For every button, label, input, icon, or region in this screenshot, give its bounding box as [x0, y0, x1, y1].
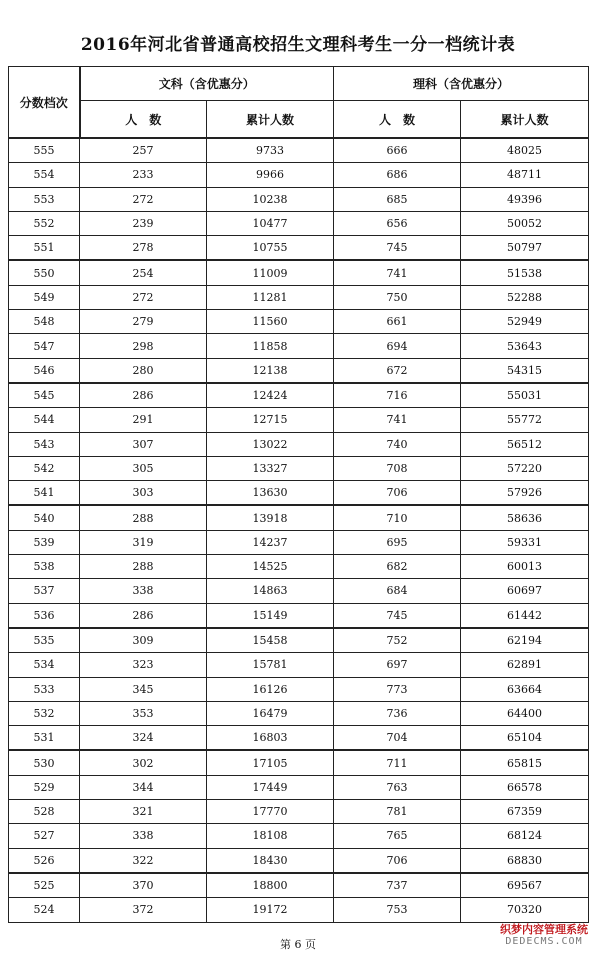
table-row [9, 138, 589, 163]
arts-count-cell: 319 [80, 530, 207, 554]
table-row [9, 628, 589, 653]
table-row [9, 456, 589, 480]
score-cell: 550 [9, 260, 80, 285]
table-row [9, 383, 589, 408]
arts-cumulative-header: 累计人数 [207, 101, 334, 139]
arts-count-cell: 338 [80, 579, 207, 603]
science-count-cell: 694 [334, 334, 461, 358]
science-cumulative-cell: 60013 [461, 555, 589, 579]
table-row [9, 530, 589, 554]
arts-cumulative-cell: 19172 [207, 898, 334, 922]
science-count-cell: 666 [334, 138, 461, 163]
score-cell: 528 [9, 800, 80, 824]
science-count-cell: 763 [334, 775, 461, 799]
score-cell: 543 [9, 432, 80, 456]
table-row [9, 677, 589, 701]
science-count-cell: 745 [334, 236, 461, 261]
science-count-cell: 781 [334, 800, 461, 824]
arts-cumulative-cell: 11009 [207, 260, 334, 285]
table-row [9, 187, 589, 211]
page-title: 2016年河北省普通高校招生文理科考生一分一档统计表 [80, 35, 516, 55]
science-cumulative-cell: 64400 [461, 701, 589, 725]
score-cell: 539 [9, 530, 80, 554]
science-cumulative-cell: 55772 [461, 408, 589, 432]
science-count-cell: 741 [334, 408, 461, 432]
science-cumulative-cell: 63664 [461, 677, 589, 701]
science-cumulative-header: 累计人数 [461, 101, 589, 139]
arts-count-cell: 323 [80, 653, 207, 677]
arts-count-cell: 239 [80, 211, 207, 235]
score-cell: 541 [9, 481, 80, 506]
arts-cumulative-cell: 14863 [207, 579, 334, 603]
arts-cumulative-cell: 16803 [207, 726, 334, 751]
science-count-cell: 736 [334, 701, 461, 725]
arts-count-cell: 286 [80, 383, 207, 408]
science-count-cell: 695 [334, 530, 461, 554]
table-row [9, 211, 589, 235]
science-count-cell: 773 [334, 677, 461, 701]
score-cell: 535 [9, 628, 80, 653]
science-cumulative-cell: 65104 [461, 726, 589, 751]
table-row [9, 824, 589, 848]
arts-cumulative-cell: 17449 [207, 775, 334, 799]
arts-count-cell: 309 [80, 628, 207, 653]
science-cumulative-cell: 49396 [461, 187, 589, 211]
science-cumulative-cell: 65815 [461, 750, 589, 775]
science-count-cell: 752 [334, 628, 461, 653]
table-row [9, 310, 589, 334]
arts-cumulative-cell: 11560 [207, 310, 334, 334]
science-cumulative-cell: 52288 [461, 285, 589, 309]
score-cell: 548 [9, 310, 80, 334]
arts-cumulative-cell: 10238 [207, 187, 334, 211]
arts-count-cell: 345 [80, 677, 207, 701]
science-count-cell: 672 [334, 358, 461, 383]
score-cell: 530 [9, 750, 80, 775]
score-cell: 552 [9, 211, 80, 235]
science-count-cell: 710 [334, 505, 461, 530]
science-cumulative-cell: 48025 [461, 138, 589, 163]
score-cell: 529 [9, 775, 80, 799]
science-cumulative-cell: 54315 [461, 358, 589, 383]
science-count-cell: 765 [334, 824, 461, 848]
table-row [9, 653, 589, 677]
score-cell: 537 [9, 579, 80, 603]
score-cell: 547 [9, 334, 80, 358]
arts-cumulative-cell: 12424 [207, 383, 334, 408]
science-count-cell: 740 [334, 432, 461, 456]
arts-cumulative-cell: 13630 [207, 481, 334, 506]
score-distribution-table [8, 66, 589, 923]
table-row [9, 555, 589, 579]
arts-cumulative-cell: 14237 [207, 530, 334, 554]
science-cumulative-cell: 53643 [461, 334, 589, 358]
arts-cumulative-cell: 15781 [207, 653, 334, 677]
arts-count-cell: 370 [80, 873, 207, 898]
science-cumulative-cell: 61442 [461, 603, 589, 628]
watermark-line-1: 织梦内容管理系统 [500, 922, 588, 936]
science-cumulative-cell: 68124 [461, 824, 589, 848]
arts-count-header: 人 数 [80, 101, 207, 139]
arts-cumulative-cell: 18430 [207, 848, 334, 873]
science-cumulative-cell: 67359 [461, 800, 589, 824]
table-row [9, 334, 589, 358]
science-cumulative-cell: 66578 [461, 775, 589, 799]
table-row [9, 800, 589, 824]
table-row [9, 236, 589, 261]
science-cumulative-cell: 56512 [461, 432, 589, 456]
table-row [9, 898, 589, 922]
science-cumulative-cell: 60697 [461, 579, 589, 603]
science-count-cell: 686 [334, 163, 461, 187]
score-cell: 526 [9, 848, 80, 873]
table-row [9, 750, 589, 775]
arts-count-cell: 279 [80, 310, 207, 334]
arts-group-header: 文科（含优惠分） [80, 67, 334, 101]
science-cumulative-cell: 52949 [461, 310, 589, 334]
table-row [9, 701, 589, 725]
score-cell: 545 [9, 383, 80, 408]
arts-count-cell: 288 [80, 555, 207, 579]
table-row [9, 579, 589, 603]
score-cell: 549 [9, 285, 80, 309]
table-row [9, 726, 589, 751]
arts-cumulative-cell: 17770 [207, 800, 334, 824]
score-cell: 544 [9, 408, 80, 432]
arts-count-cell: 280 [80, 358, 207, 383]
score-cell: 546 [9, 358, 80, 383]
score-cell: 524 [9, 898, 80, 922]
arts-cumulative-cell: 10477 [207, 211, 334, 235]
table-row [9, 432, 589, 456]
arts-cumulative-cell: 13022 [207, 432, 334, 456]
arts-cumulative-cell: 9966 [207, 163, 334, 187]
table-row [9, 603, 589, 628]
arts-cumulative-cell: 12138 [207, 358, 334, 383]
arts-count-cell: 278 [80, 236, 207, 261]
science-cumulative-cell: 50797 [461, 236, 589, 261]
arts-cumulative-cell: 14525 [207, 555, 334, 579]
arts-cumulative-cell: 11281 [207, 285, 334, 309]
science-cumulative-cell: 55031 [461, 383, 589, 408]
table-row [9, 873, 589, 898]
arts-count-cell: 307 [80, 432, 207, 456]
science-cumulative-cell: 70320 [461, 898, 589, 922]
science-count-cell: 737 [334, 873, 461, 898]
science-cumulative-cell: 57926 [461, 481, 589, 506]
science-cumulative-cell: 62891 [461, 653, 589, 677]
science-cumulative-cell: 48711 [461, 163, 589, 187]
watermark-logo [500, 924, 588, 947]
science-count-cell: 682 [334, 555, 461, 579]
science-cumulative-cell: 58636 [461, 505, 589, 530]
arts-count-cell: 338 [80, 824, 207, 848]
science-count-cell: 711 [334, 750, 461, 775]
table-row [9, 260, 589, 285]
arts-cumulative-cell: 13327 [207, 456, 334, 480]
score-cell: 540 [9, 505, 80, 530]
score-cell: 538 [9, 555, 80, 579]
science-count-cell: 750 [334, 285, 461, 309]
arts-cumulative-cell: 11858 [207, 334, 334, 358]
science-cumulative-cell: 62194 [461, 628, 589, 653]
arts-cumulative-cell: 17105 [207, 750, 334, 775]
science-count-cell: 741 [334, 260, 461, 285]
arts-cumulative-cell: 18108 [207, 824, 334, 848]
score-cell: 525 [9, 873, 80, 898]
score-column-header: 分数档次 [9, 67, 80, 139]
score-cell: 532 [9, 701, 80, 725]
score-cell: 533 [9, 677, 80, 701]
table-row [9, 358, 589, 383]
table-row [9, 848, 589, 873]
score-cell: 554 [9, 163, 80, 187]
arts-cumulative-cell: 9733 [207, 138, 334, 163]
arts-count-cell: 257 [80, 138, 207, 163]
arts-count-cell: 324 [80, 726, 207, 751]
arts-count-cell: 353 [80, 701, 207, 725]
arts-count-cell: 288 [80, 505, 207, 530]
arts-count-cell: 254 [80, 260, 207, 285]
arts-count-cell: 372 [80, 898, 207, 922]
arts-count-cell: 272 [80, 187, 207, 211]
science-count-cell: 708 [334, 456, 461, 480]
science-count-cell: 706 [334, 481, 461, 506]
arts-cumulative-cell: 16479 [207, 701, 334, 725]
arts-count-cell: 344 [80, 775, 207, 799]
score-cell: 527 [9, 824, 80, 848]
science-cumulative-cell: 68830 [461, 848, 589, 873]
table-row [9, 775, 589, 799]
watermark-line-2: DEDECMS.COM [505, 936, 583, 947]
arts-cumulative-cell: 12715 [207, 408, 334, 432]
science-count-cell: 704 [334, 726, 461, 751]
page-number: 第 6 页 [280, 938, 316, 951]
arts-count-cell: 233 [80, 163, 207, 187]
arts-count-cell: 286 [80, 603, 207, 628]
science-group-header: 理科（含优惠分） [334, 67, 589, 101]
score-cell: 555 [9, 138, 80, 163]
arts-count-cell: 298 [80, 334, 207, 358]
arts-count-cell: 303 [80, 481, 207, 506]
science-cumulative-cell: 57220 [461, 456, 589, 480]
table-body [9, 138, 589, 922]
table-row [9, 163, 589, 187]
science-cumulative-cell: 50052 [461, 211, 589, 235]
score-cell: 536 [9, 603, 80, 628]
arts-count-cell: 322 [80, 848, 207, 873]
science-count-cell: 684 [334, 579, 461, 603]
science-count-cell: 685 [334, 187, 461, 211]
science-count-cell: 697 [334, 653, 461, 677]
arts-count-cell: 291 [80, 408, 207, 432]
score-cell: 542 [9, 456, 80, 480]
science-count-cell: 753 [334, 898, 461, 922]
science-count-cell: 661 [334, 310, 461, 334]
science-count-cell: 706 [334, 848, 461, 873]
science-cumulative-cell: 69567 [461, 873, 589, 898]
arts-cumulative-cell: 13918 [207, 505, 334, 530]
science-count-cell: 656 [334, 211, 461, 235]
arts-cumulative-cell: 15458 [207, 628, 334, 653]
score-cell: 553 [9, 187, 80, 211]
table-row [9, 481, 589, 506]
arts-count-cell: 305 [80, 456, 207, 480]
table-row [9, 408, 589, 432]
score-cell: 534 [9, 653, 80, 677]
arts-count-cell: 302 [80, 750, 207, 775]
table-row [9, 285, 589, 309]
science-cumulative-cell: 51538 [461, 260, 589, 285]
arts-count-cell: 321 [80, 800, 207, 824]
score-cell: 531 [9, 726, 80, 751]
arts-cumulative-cell: 16126 [207, 677, 334, 701]
science-cumulative-cell: 59331 [461, 530, 589, 554]
arts-count-cell: 272 [80, 285, 207, 309]
science-count-cell: 716 [334, 383, 461, 408]
arts-cumulative-cell: 10755 [207, 236, 334, 261]
score-cell: 551 [9, 236, 80, 261]
science-count-cell: 745 [334, 603, 461, 628]
arts-cumulative-cell: 18800 [207, 873, 334, 898]
science-count-header: 人 数 [334, 101, 461, 139]
table-row [9, 505, 589, 530]
arts-cumulative-cell: 15149 [207, 603, 334, 628]
